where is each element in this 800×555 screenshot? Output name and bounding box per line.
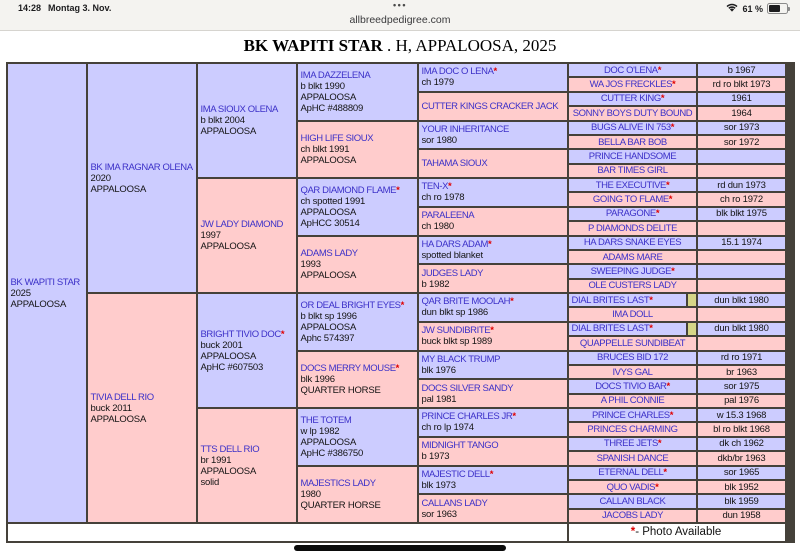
horse-cell: PARALEENA ch 1980 xyxy=(419,208,567,235)
horse-cell: IMA DAZZELENA b blkt 1990 APPALOOSA ApHC #488809 xyxy=(298,64,417,120)
horse-link[interactable]: SPANISH DANCE xyxy=(596,452,669,464)
detail-cell: pal 1976 xyxy=(698,395,785,407)
horse-link[interactable]: JW SUNDIBRITE* xyxy=(421,325,494,337)
horse-link[interactable]: IMA DOLL xyxy=(612,309,653,321)
detail-cell xyxy=(698,265,785,277)
horse-link[interactable]: TIVIA DELL RIO xyxy=(90,391,154,403)
horse-cell-duplicate xyxy=(569,294,696,306)
detail-cell: rd ro blkt 1973 xyxy=(698,78,785,90)
horse-link[interactable]: HIGH LIFE SIOUX xyxy=(300,132,374,144)
horse-link[interactable]: SWEEPING JUDGE* xyxy=(590,265,675,277)
horse-cell xyxy=(569,222,696,234)
detail-cell xyxy=(698,280,785,292)
horse-link[interactable]: CUTTER KINGS CRACKER JACK xyxy=(421,100,559,112)
horse-cell: QAR BRITE MOOLAH* dun blkt sp 1986 xyxy=(419,294,567,321)
horse-cell: MIDNIGHT TANGO b 1973 xyxy=(419,438,567,465)
horse-cell: JW SUNDIBRITE* buck blkt sp 1989 xyxy=(419,323,567,350)
detail-cell: w 15.3 1968 xyxy=(698,409,785,421)
duplicate-ancestor-marker xyxy=(686,323,696,335)
horse-link[interactable]: ETERNAL DELL* xyxy=(598,467,667,479)
detail-cell xyxy=(698,337,785,349)
address-bar[interactable]: allbreedpedigree.com xyxy=(349,14,451,26)
horse-link[interactable]: DOCS SILVER SANDY xyxy=(421,382,514,394)
detail-cell: blk 1952 xyxy=(698,481,785,493)
battery-icon xyxy=(767,3,788,14)
detail-cell xyxy=(698,308,785,320)
horse-title-suffix: . H, APPALOOSA, 2025 xyxy=(382,36,557,55)
horse-link[interactable]: THREE JETS* xyxy=(603,438,662,450)
horse-link[interactable]: JW LADY DIAMOND xyxy=(200,219,284,230)
horse-title-name: BK WAPITI STAR xyxy=(243,36,383,55)
horse-link[interactable]: QAR DIAMOND FLAME* xyxy=(300,184,400,196)
horse-cell xyxy=(569,237,696,249)
horse-link[interactable]: SONNY BOYS DUTY BOUND xyxy=(572,107,693,119)
horse-link[interactable]: OLE CUSTERS LADY xyxy=(588,280,677,292)
horse-cell-duplicate xyxy=(569,323,696,335)
detail-cell xyxy=(698,251,785,263)
horse-link[interactable]: HA DARS SNAKE EYES xyxy=(583,237,682,249)
horse-cell xyxy=(419,150,567,177)
horse-cell: MAJESTICS LADY 1980 QUARTER HORSE xyxy=(298,467,417,523)
wifi-icon xyxy=(726,3,738,14)
horse-cell xyxy=(569,495,696,507)
horse-link[interactable]: IMA DOC O LENA* xyxy=(421,66,497,78)
horse-link[interactable]: DIAL BRITES LAST* xyxy=(571,294,653,306)
detail-cell: sor 1973 xyxy=(698,122,785,134)
horse-cell: PRINCE CHARLES JR* ch ro lp 1974 xyxy=(419,409,567,436)
duplicate-ancestor-marker xyxy=(686,294,696,306)
detail-cell: b 1967 xyxy=(698,64,785,76)
detail-cell: rd dun 1973 xyxy=(698,179,785,191)
horse-link[interactable]: QUAPPELLE SUNDIBEAT xyxy=(579,337,686,349)
horse-link[interactable]: A PHIL CONNIE xyxy=(600,395,665,407)
clock: 14:28 xyxy=(18,3,42,13)
detail-cell: ch ro 1972 xyxy=(698,193,785,205)
horse-link[interactable]: TAHAMA SIOUX xyxy=(421,158,488,170)
horse-cell: JUDGES LADY b 1982 xyxy=(419,265,567,292)
horse-cell xyxy=(569,409,696,421)
horse-link[interactable]: PRINCES CHARMING xyxy=(587,424,678,436)
horse-cell xyxy=(569,481,696,493)
detail-cell: sor 1975 xyxy=(698,380,785,392)
horse-link[interactable]: QUO VADIS* xyxy=(606,481,659,493)
horse-cell: YOUR INHERITANCE sor 1980 xyxy=(419,122,567,149)
horse-cell xyxy=(569,193,696,205)
horse-cell xyxy=(569,510,696,522)
horse-link[interactable]: IVYS GAL xyxy=(612,366,653,378)
web-page xyxy=(0,31,800,555)
horse-cell: CALLANS LADY sor 1963 xyxy=(419,495,567,522)
detail-cell xyxy=(698,222,785,234)
horse-cell xyxy=(569,179,696,191)
horse-cell xyxy=(569,395,696,407)
horse-cell: OR DEAL BRIGHT EYES* b blkt sp 1996 APPALOOSA Aphc 574397 xyxy=(298,294,417,350)
horse-cell: IMA DOC O LENA* ch 1979 xyxy=(419,64,567,91)
horse-link[interactable]: BRUCES BID 172 xyxy=(597,352,668,364)
battery-percent: 61 % xyxy=(742,3,763,14)
horse-link[interactable]: TEN-X* xyxy=(421,181,452,193)
horse-link[interactable]: BUGS ALIVE IN 753* xyxy=(590,122,675,134)
detail-cell: dun 1958 xyxy=(698,510,785,522)
horse-cell xyxy=(419,93,567,120)
detail-cell: sor 1972 xyxy=(698,136,785,148)
detail-cell: br 1963 xyxy=(698,366,785,378)
detail-cell: sor 1965 xyxy=(698,467,785,479)
multitasking-dots-icon[interactable]: ••• xyxy=(393,0,407,10)
photo-legend xyxy=(569,524,785,541)
horse-cell xyxy=(569,208,696,220)
detail-cell: dk ch 1962 xyxy=(698,438,785,450)
detail-cell: rd ro 1971 xyxy=(698,352,785,364)
horse-link[interactable]: OR DEAL BRIGHT EYES* xyxy=(300,299,404,311)
horse-cell xyxy=(569,107,696,119)
horse-link[interactable]: PARAGONE* xyxy=(605,208,660,220)
horse-cell: HIGH LIFE SIOUX ch blkt 1991 APPALOOSA xyxy=(298,122,417,178)
horse-link[interactable]: DOCS TIVIO BAR* xyxy=(595,380,670,392)
horse-cell: ADAMS LADY 1993 APPALOOSA xyxy=(298,237,417,293)
pedigree-table xyxy=(6,62,795,543)
horse-cell xyxy=(569,352,696,364)
horse-cell: HA DARS ADAM* spotted blanket xyxy=(419,237,567,264)
horse-cell: JW LADY DIAMOND 1997 APPALOOSA xyxy=(198,179,296,292)
horse-link[interactable]: MIDNIGHT TANGO xyxy=(421,440,499,452)
horse-link[interactable]: ADAMS MARE xyxy=(602,251,663,263)
horse-cell: TIVIA DELL RIO buck 2011 APPALOOSA xyxy=(88,294,196,522)
horse-link[interactable]: ADAMS LADY xyxy=(300,247,358,259)
horse-link[interactable]: BK WAPITI STAR xyxy=(10,276,80,288)
detail-cell: dun blkt 1980 xyxy=(698,323,785,335)
horse-link[interactable]: MAJESTICS LADY xyxy=(300,477,376,489)
detail-cell: dun blkt 1980 xyxy=(698,294,785,306)
horse-cell xyxy=(569,150,696,162)
horse-link[interactable]: P DIAMONDS DELITE xyxy=(587,222,678,234)
horse-link[interactable]: GOING TO FLAME* xyxy=(592,194,673,206)
horse-cell: THE TOTEM w lp 1982 APPALOOSA ApHC #386750 xyxy=(298,409,417,465)
detail-cell: 1964 xyxy=(698,107,785,119)
horse-cell: MAJESTIC DELL* blk 1973 xyxy=(419,467,567,494)
horse-link[interactable]: JUDGES LADY xyxy=(421,267,484,279)
horse-cell: DOCS MERRY MOUSE* blk 1996 QUARTER HORSE xyxy=(298,352,417,408)
page-title xyxy=(0,31,800,62)
horse-link[interactable]: THE TOTEM xyxy=(300,414,352,426)
horse-cell xyxy=(569,136,696,148)
horse-link[interactable]: PRINCE CHARLES JR* xyxy=(421,411,516,423)
horse-link[interactable]: DIAL BRITES LAST* xyxy=(571,323,653,335)
horse-link[interactable]: TTS DELL RIO xyxy=(200,443,260,455)
home-indicator[interactable] xyxy=(294,545,506,551)
detail-cell xyxy=(698,165,785,177)
detail-cell xyxy=(698,150,785,162)
horse-cell xyxy=(569,337,696,349)
detail-cell: dkb/br 1963 xyxy=(698,452,785,464)
horse-cell: BRIGHT TIVIO DOC* buck 2001 APPALOOSA ApHC #607503 xyxy=(198,294,296,407)
detail-cell: 15.1 1974 xyxy=(698,237,785,249)
horse-cell: QAR DIAMOND FLAME* ch spotted 1991 APPALOOSA ApHCC 30514 xyxy=(298,179,417,235)
horse-link[interactable]: YOUR INHERITANCE xyxy=(421,123,509,135)
horse-link[interactable]: CUTTER KING* xyxy=(600,93,665,105)
status-right xyxy=(726,3,788,14)
horse-cell xyxy=(569,380,696,392)
horse-link[interactable]: IMA DAZZELENA xyxy=(300,69,371,81)
horse-cell xyxy=(569,452,696,464)
detail-cell: blk 1959 xyxy=(698,495,785,507)
horse-cell xyxy=(569,78,696,90)
horse-link[interactable]: DOCS MERRY MOUSE* xyxy=(300,362,399,374)
horse-cell xyxy=(569,438,696,450)
horse-cell xyxy=(569,93,696,105)
horse-link[interactable]: BK IMA RAGNAR OLENA xyxy=(90,161,193,173)
horse-link[interactable]: MY BLACK TRUMP xyxy=(421,353,501,365)
horse-link[interactable]: MAJESTIC DELL* xyxy=(421,468,493,480)
horse-link[interactable]: JACOBS LADY xyxy=(601,510,664,522)
footer-spacer-cell xyxy=(8,524,567,541)
horse-link[interactable]: PRINCE HANDSOME xyxy=(588,150,677,162)
horse-cell: TEN-X* ch ro 1978 xyxy=(419,179,567,206)
horse-link[interactable]: THE EXECUTIVE* xyxy=(595,179,670,191)
browser-chrome xyxy=(0,0,800,31)
horse-cell xyxy=(569,467,696,479)
photo-star: * xyxy=(630,526,636,538)
detail-cell: blk blkt 1975 xyxy=(698,208,785,220)
status-date: Montag 3. Nov. xyxy=(48,3,112,13)
horse-link[interactable]: CALLANS LADY xyxy=(421,497,488,509)
photo-legend-text: - Photo Available xyxy=(635,526,722,538)
horse-link[interactable]: WA JOS FRECKLES* xyxy=(589,79,676,91)
horse-cell xyxy=(569,280,696,292)
horse-link[interactable]: PARALEENA xyxy=(421,210,475,222)
horse-link[interactable]: BRIGHT TIVIO DOC* xyxy=(200,328,285,340)
horse-cell xyxy=(569,165,696,177)
horse-cell xyxy=(569,122,696,134)
horse-link[interactable]: CALLAN BLACK xyxy=(599,495,666,507)
horse-link[interactable]: PRINCE CHARLES* xyxy=(591,409,674,421)
horse-cell: IMA SIOUX OLENA b blkt 2004 APPALOOSA xyxy=(198,64,296,177)
horse-cell: MY BLACK TRUMP blk 1976 xyxy=(419,352,567,379)
horse-link[interactable]: QAR BRITE MOOLAH* xyxy=(421,296,514,308)
horse-cell xyxy=(569,366,696,378)
horse-cell-root: BK WAPITI STAR 2025 APPALOOSA xyxy=(8,64,86,522)
horse-cell xyxy=(569,251,696,263)
horse-link[interactable]: IMA SIOUX OLENA xyxy=(200,104,278,115)
horse-link[interactable]: BAR TIMES GIRL xyxy=(597,165,668,177)
horse-cell: DOCS SILVER SANDY pal 1981 xyxy=(419,380,567,407)
horse-cell xyxy=(569,64,696,76)
detail-cell: 1961 xyxy=(698,93,785,105)
horse-link[interactable]: BELLA BAR BOB xyxy=(598,136,667,148)
horse-cell xyxy=(569,265,696,277)
horse-cell: BK IMA RAGNAR OLENA 2020 APPALOOSA xyxy=(88,64,196,292)
horse-cell: TTS DELL RIO br 1991 APPALOOSA solid xyxy=(198,409,296,522)
horse-cell xyxy=(569,308,696,320)
horse-link[interactable]: DOC O'LENA* xyxy=(603,64,662,76)
horse-cell xyxy=(569,423,696,435)
horse-link[interactable]: HA DARS ADAM* xyxy=(421,238,492,250)
detail-cell: bl ro blkt 1968 xyxy=(698,423,785,435)
